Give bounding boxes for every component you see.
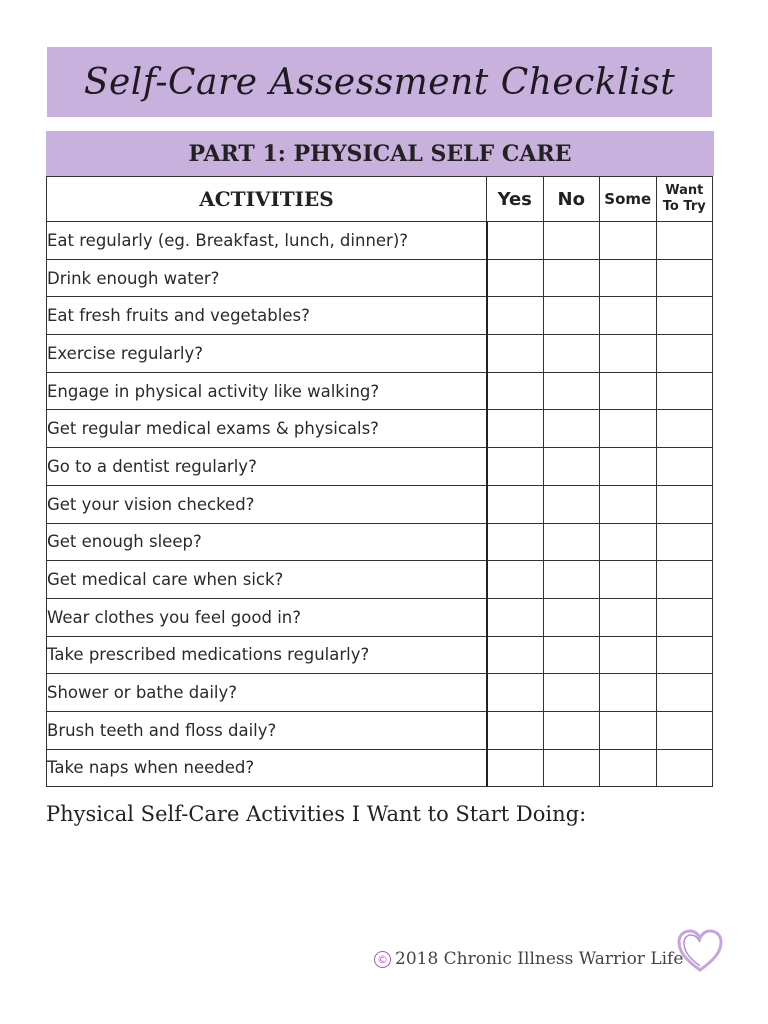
checkbox-yes[interactable] (487, 561, 544, 599)
checkbox-no[interactable] (543, 222, 600, 260)
checkbox-some[interactable] (600, 711, 657, 749)
checkbox-some[interactable] (600, 335, 657, 373)
checkbox-some[interactable] (600, 259, 657, 297)
table-row (47, 222, 713, 260)
activity-label: Take prescribed medications regularly? (47, 636, 487, 674)
checkbox-want-to-try[interactable] (656, 523, 713, 561)
checkbox-yes[interactable] (487, 485, 544, 523)
checkbox-no[interactable] (543, 410, 600, 448)
table-row (47, 410, 713, 448)
checkbox-want-to-try[interactable] (656, 561, 713, 599)
table-row (47, 335, 713, 373)
checkbox-want-to-try[interactable] (656, 410, 713, 448)
section-title: PART 1: PHYSICAL SELF CARE (188, 140, 572, 167)
header-yes: Yes (487, 177, 544, 222)
activity-label: Brush teeth and floss daily? (47, 711, 487, 749)
header-some: Some (600, 177, 657, 222)
checkbox-no[interactable] (543, 523, 600, 561)
checkbox-no[interactable] (543, 448, 600, 486)
title-banner (47, 47, 712, 117)
activity-label: Drink enough water? (47, 259, 487, 297)
section-banner (46, 131, 714, 176)
header-no: No (543, 177, 600, 222)
checkbox-some[interactable] (600, 222, 657, 260)
table-row (47, 372, 713, 410)
checkbox-want-to-try[interactable] (656, 636, 713, 674)
checkbox-want-to-try[interactable] (656, 222, 713, 260)
checkbox-some[interactable] (600, 598, 657, 636)
table-row (47, 749, 713, 787)
checkbox-yes[interactable] (487, 636, 544, 674)
header-want-to-try (656, 177, 713, 222)
checkbox-some[interactable] (600, 410, 657, 448)
table-header-row (47, 177, 713, 222)
table-row (47, 259, 713, 297)
activity-label: Exercise regularly? (47, 335, 487, 373)
activity-label: Get regular medical exams & physicals? (47, 410, 487, 448)
checkbox-yes[interactable] (487, 335, 544, 373)
checkbox-no[interactable] (543, 485, 600, 523)
footer-text: 2018 Chronic Illness Warrior Life (395, 949, 684, 969)
checkbox-no[interactable] (543, 711, 600, 749)
checkbox-some[interactable] (600, 297, 657, 335)
checkbox-no[interactable] (543, 297, 600, 335)
checkbox-no[interactable] (543, 335, 600, 373)
table-row (47, 598, 713, 636)
checkbox-some[interactable] (600, 749, 657, 787)
checkbox-yes[interactable] (487, 448, 544, 486)
checkbox-some[interactable] (600, 561, 657, 599)
table-row (47, 485, 713, 523)
activity-label: Eat regularly (eg. Breakfast, lunch, dinner)? (47, 222, 487, 260)
activity-label: Get enough sleep? (47, 523, 487, 561)
checkbox-no[interactable] (543, 561, 600, 599)
checklist-table (46, 176, 713, 787)
checkbox-yes[interactable] (487, 222, 544, 260)
table-row (47, 561, 713, 599)
checkbox-no[interactable] (543, 598, 600, 636)
header-activities: ACTIVITIES (47, 177, 487, 222)
checkbox-yes[interactable] (487, 711, 544, 749)
footer (374, 949, 683, 969)
checkbox-yes[interactable] (487, 297, 544, 335)
checkbox-want-to-try[interactable] (656, 297, 713, 335)
checkbox-want-to-try[interactable] (656, 674, 713, 712)
checkbox-want-to-try[interactable] (656, 749, 713, 787)
checkbox-some[interactable] (600, 674, 657, 712)
checkbox-want-to-try[interactable] (656, 335, 713, 373)
table-row (47, 674, 713, 712)
table-row (47, 636, 713, 674)
checkbox-want-to-try[interactable] (656, 711, 713, 749)
checkbox-want-to-try[interactable] (656, 598, 713, 636)
table-row (47, 523, 713, 561)
activity-label: Take naps when needed? (47, 749, 487, 787)
checkbox-yes[interactable] (487, 410, 544, 448)
table-row (47, 448, 713, 486)
checkbox-some[interactable] (600, 523, 657, 561)
activity-label: Shower or bathe daily? (47, 674, 487, 712)
checkbox-want-to-try[interactable] (656, 485, 713, 523)
checkbox-some[interactable] (600, 448, 657, 486)
checkbox-yes[interactable] (487, 749, 544, 787)
checkbox-some[interactable] (600, 636, 657, 674)
start-doing-prompt: Physical Self-Care Activities I Want to Start Doing: (46, 802, 587, 826)
checkbox-yes[interactable] (487, 259, 544, 297)
activity-label: Go to a dentist regularly? (47, 448, 487, 486)
activity-label: Wear clothes you feel good in? (47, 598, 487, 636)
header-want-line1: Want (665, 183, 704, 198)
checkbox-no[interactable] (543, 636, 600, 674)
activity-label: Eat fresh fruits and vegetables? (47, 297, 487, 335)
checkbox-want-to-try[interactable] (656, 372, 713, 410)
checkbox-no[interactable] (543, 674, 600, 712)
activity-label: Get your vision checked? (47, 485, 487, 523)
checkbox-want-to-try[interactable] (656, 259, 713, 297)
checkbox-no[interactable] (543, 259, 600, 297)
checkbox-want-to-try[interactable] (656, 448, 713, 486)
checkbox-some[interactable] (600, 485, 657, 523)
copyright-icon: © (374, 951, 391, 968)
checkbox-no[interactable] (543, 749, 600, 787)
checkbox-no[interactable] (543, 372, 600, 410)
activity-label: Engage in physical activity like walking? (47, 372, 487, 410)
checkbox-yes[interactable] (487, 372, 544, 410)
checkbox-some[interactable] (600, 372, 657, 410)
header-want-line2: To Try (662, 199, 706, 214)
heart-icon (676, 928, 724, 974)
checkbox-yes[interactable] (487, 598, 544, 636)
checkbox-yes[interactable] (487, 674, 544, 712)
table-row (47, 297, 713, 335)
page-title: Self-Care Assessment Checklist (83, 61, 676, 103)
activity-label: Get medical care when sick? (47, 561, 487, 599)
checkbox-yes[interactable] (487, 523, 544, 561)
table-row (47, 711, 713, 749)
